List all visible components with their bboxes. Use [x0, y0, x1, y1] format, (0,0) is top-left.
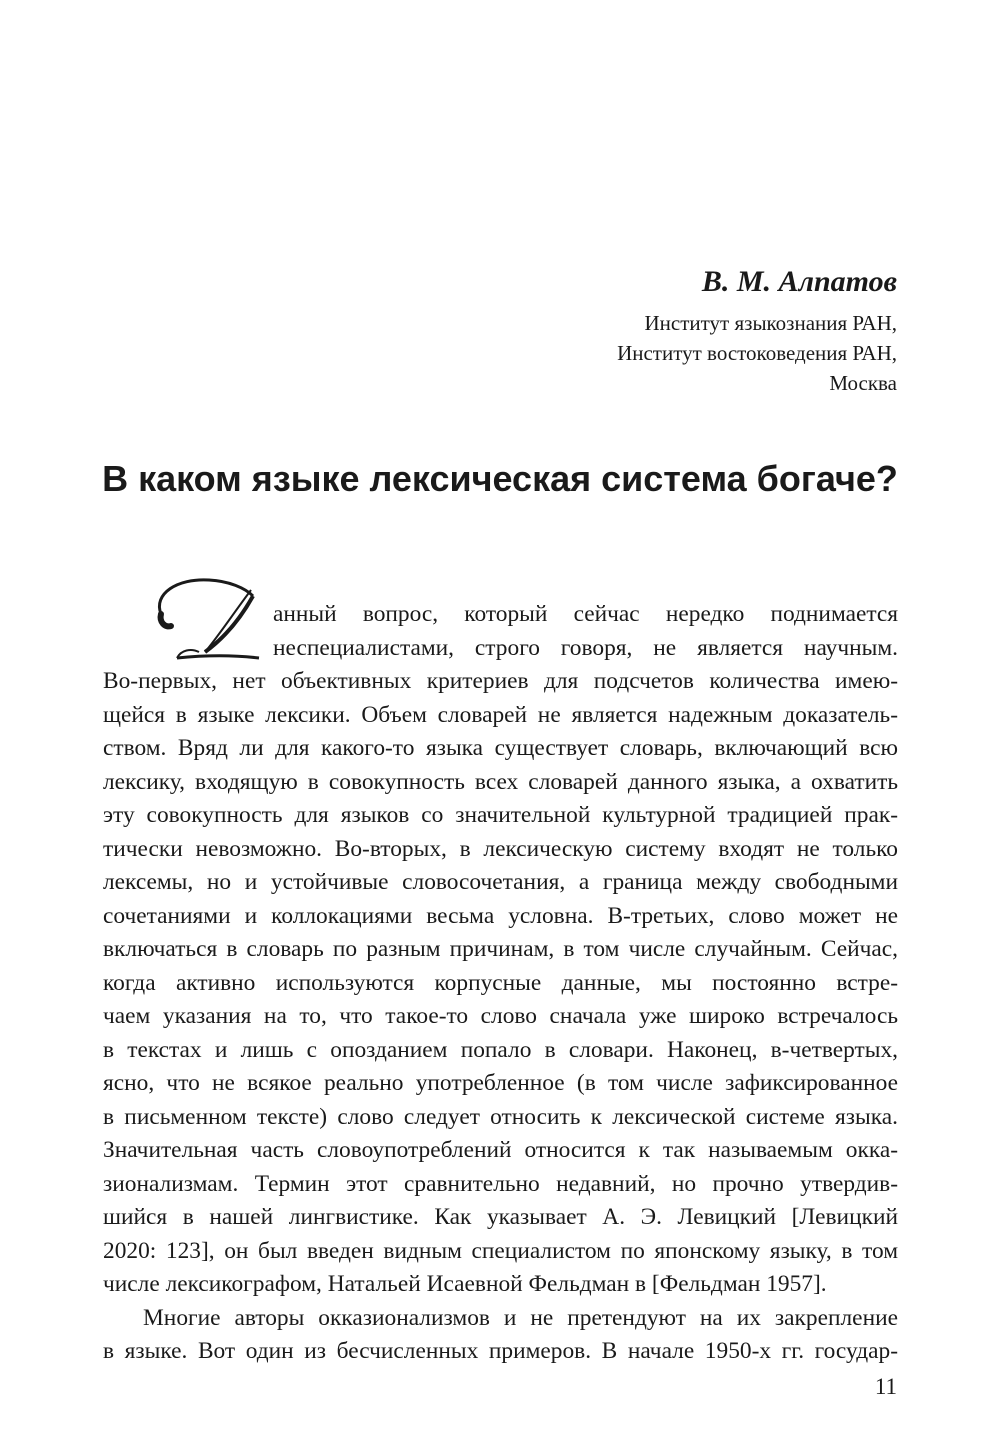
text-line: Многие авторы окказионализмов и не претендуют на их закрепление — [143, 1304, 898, 1331]
text-line: шийся в нашей лингвистике. Как указывает А. Э. Левицкий [Левицкий — [103, 1204, 898, 1230]
author-name: В. М. Алпатов — [701, 265, 897, 298]
affiliation-city: Москва — [829, 371, 897, 395]
text-line: ством. Вряд ли для какого-то языка существует словарь, включающий всю — [103, 735, 898, 761]
page-number: 11 — [874, 1374, 897, 1399]
text-line: чаем указания на то, что такое-то слово сначала уже широко встречалось — [103, 1003, 898, 1029]
text-line: сочетаниями и коллокациями весьма условна. В-третьих, слово может не — [103, 902, 898, 929]
text-line: Во-первых, нет объективных критериев для подсчетов количества имею- — [103, 668, 898, 694]
text-line: включаться в словарь по разным причинам, в том числе случайным. Сейчас, — [103, 936, 898, 962]
text-line: эту совокупность для языков со значительной культурной традицией прак- — [103, 802, 898, 828]
text-line: 2020: 123], он был введен видным специалистом по японскому языку, в том — [103, 1237, 898, 1264]
text-line: Значительная часть словоупотреблений относится к так называемым окка- — [103, 1137, 898, 1163]
text-line: когда активно используются корпусные данные, мы постоянно встре- — [103, 969, 898, 996]
text-line: тически невозможно. Во-вторых, в лексическую систему входят не только — [103, 835, 898, 862]
text-line: в языке. Вот один из бесчисленных примеров. В начале 1950-х гг. государ- — [103, 1338, 898, 1364]
affiliation-line: Институт языкознания РАН, — [644, 311, 897, 335]
text-line: щейся в языке лексики. Объем словарей не является надежным доказатель- — [103, 701, 898, 728]
text-line: зионализмам. Термин этот сравнительно недавний, но прочно утвердив- — [103, 1170, 898, 1197]
text-line: анный вопрос, который сейчас нередко поднимается — [273, 601, 898, 627]
text-line: ясно, что не всякое реально употребленное (в том числе зафиксированное — [103, 1070, 898, 1096]
author-byline — [617, 262, 897, 398]
article-title: В каком языке лексическая система богаче? — [102, 458, 898, 499]
text-line: лексику, входящую в совокупность всех словарей данного языка, а охватить — [103, 768, 898, 795]
text-line: в письменном тексте) слово следует относить к лексической системе языка. — [103, 1103, 898, 1130]
text-line: лексемы, но и устойчивые словосочетания, а граница между свободными — [103, 869, 898, 895]
text-line: неспециалистами, строго говоря, не является научным. — [273, 634, 898, 661]
article-body — [103, 598, 898, 1369]
text-line: числе лексикографом, Натальей Исаевной Фельдман в [Фельдман 1957]. — [103, 1271, 827, 1297]
text-line: в текстах и лишь с опозданием попало в словари. Наконец, в-четвертых, — [103, 1036, 898, 1063]
affiliation-line: Институт востоковедения РАН, — [617, 341, 897, 365]
